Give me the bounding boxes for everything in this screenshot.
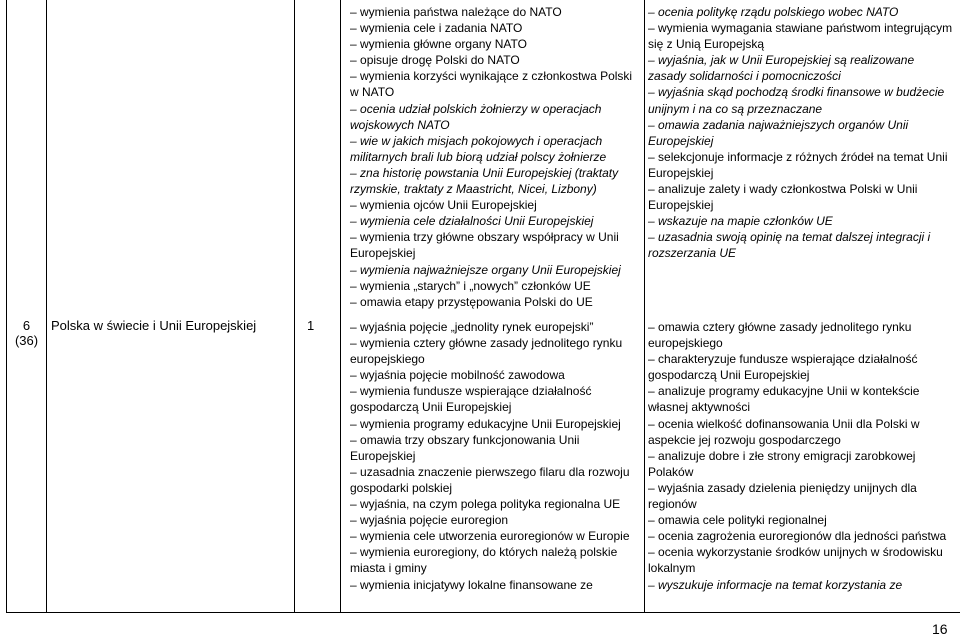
requirement-item (648, 480, 954, 512)
requirement-text: wymienia euroregiony, do których należą polskie miasta i gminy (350, 545, 618, 576)
topic-hours: 1 (307, 318, 315, 333)
requirement-text: omawia cztery główne zasady jednolitego rynku europejskiego (648, 320, 912, 351)
basic-requirements-top (350, 4, 640, 310)
requirement-text: wymienia ojców Unii Europejskiej (360, 198, 537, 213)
requirement-item (350, 319, 640, 335)
requirement-text: wymienia państwa należące do NATO (360, 5, 562, 19)
requirement-item (648, 319, 954, 351)
requirement-text: wymienia najważniejsze organy Unii Europejskiej (360, 262, 621, 277)
requirement-text: wyjaśnia, na czym polega polityka regionalna UE (360, 497, 621, 512)
requirement-item (350, 20, 640, 36)
requirement-text: wyjaśnia, jak w Unii Europejskiej są realizowane zasady solidarności i pomocniczości (648, 53, 915, 84)
requirement-text: analizuje programy edukacyjne Unii w kontekście własnej aktywności (648, 384, 920, 415)
requirement-item (350, 528, 640, 544)
dash-bullet: – (648, 182, 659, 197)
requirement-text: wymienia główne organy NATO (360, 37, 527, 52)
hours-total: (36) (14, 333, 39, 348)
dash-bullet: – (350, 214, 361, 229)
dash-bullet: – (350, 278, 361, 293)
requirement-text: wymienia cztery główne zasady jednolitego rynku europejskiego (350, 336, 623, 367)
requirement-item (350, 496, 640, 512)
requirement-item (648, 351, 954, 383)
dash-bullet: – (350, 101, 361, 116)
requirement-item (648, 229, 954, 261)
requirement-text: ocenia politykę rządu polskiego wobec NATO (658, 5, 899, 19)
dash-bullet: – (648, 384, 659, 399)
requirement-text: wyjaśnia pojęcie „jednolity rynek europejski” (360, 320, 594, 334)
requirement-text: uzasadnia znaczenie pierwszego filaru dla rozwoju gospodarki polskiej (350, 464, 630, 495)
requirement-text: wymienia fundusze wspierające działalność gospodarczą Unii Europejskiej (350, 384, 592, 415)
requirement-item (648, 213, 954, 229)
requirement-item (350, 367, 640, 383)
dash-bullet: – (648, 448, 659, 463)
requirement-item (648, 448, 954, 480)
requirement-item (648, 4, 954, 20)
requirement-item (350, 577, 640, 593)
row-number: 6 (22, 318, 31, 333)
requirement-item (648, 149, 954, 181)
dash-bullet: – (648, 117, 659, 132)
dash-bullet: – (350, 529, 361, 544)
dash-bullet: – (350, 21, 361, 36)
requirement-item (350, 229, 640, 261)
requirement-item (350, 294, 640, 310)
requirement-item (350, 213, 640, 229)
dash-bullet: – (648, 416, 659, 431)
requirement-item (648, 181, 954, 213)
column-divider (46, 0, 47, 612)
dash-bullet: – (350, 133, 361, 148)
dash-bullet: – (350, 336, 361, 351)
dash-bullet: – (350, 230, 361, 245)
requirement-text: wie w jakich misjach pokojowych i operacjach militarnych brali lub biorą udział polscy żołnierze (350, 133, 607, 164)
requirement-item (648, 52, 954, 84)
dash-bullet: – (648, 513, 659, 528)
requirement-text: omawia cele polityki regionalnej (658, 513, 827, 528)
requirement-item (648, 528, 954, 544)
requirement-text: ocenia wielkość dofinansowania Unii dla Polski w aspekcie jej rozwoju gospodarczego (648, 416, 920, 447)
dash-bullet: – (648, 53, 659, 68)
dash-bullet: – (350, 53, 361, 68)
requirement-text: omawia trzy obszary funkcjonowania Unii Europejskiej (350, 432, 580, 463)
dash-bullet: – (648, 529, 659, 544)
dash-bullet: – (350, 294, 361, 309)
dash-bullet: – (350, 198, 361, 213)
requirement-text: wyjaśnia skąd pochodzą środki finansowe w budżecie unijnym i na co są przeznaczane (648, 85, 945, 116)
requirement-text: opisuje drogę Polski do NATO (360, 53, 520, 68)
dash-bullet: – (648, 5, 659, 19)
requirement-item (350, 133, 640, 165)
requirement-text: wymienia cele działalności Unii Europejskiej (360, 214, 594, 229)
requirement-text: analizuje dobre i złe strony emigracji zarobkowej Polaków (648, 448, 916, 479)
requirement-text: wyjaśnia zasady dzielenia pieniędzy unijnych dla regionów (648, 480, 917, 512)
requirement-item (350, 68, 640, 100)
curriculum-table (6, 0, 960, 613)
requirement-item (350, 416, 640, 432)
requirement-item (350, 197, 640, 213)
requirement-text: wymienia inicjatywy lokalne finansowane ze (360, 577, 593, 592)
dash-bullet: – (648, 545, 659, 560)
requirement-text: selekcjonuje informacje z różnych źródeł na temat Unii Europejskiej (648, 149, 948, 180)
requirement-item (350, 544, 640, 576)
requirement-text: wymienia „starych” i „nowych” członków UE (360, 278, 591, 293)
requirement-text: wymienia korzyści wynikające z członkostwa Polski w NATO (350, 69, 633, 100)
dash-bullet: – (350, 5, 361, 19)
requirement-text: wymienia cele i zadania NATO (360, 21, 523, 36)
requirement-item (350, 36, 640, 52)
topic-title: Polska w świecie i Unii Europejskiej (51, 318, 257, 333)
requirement-text: wyjaśnia pojęcie euroregion (360, 513, 509, 528)
requirement-item (648, 544, 954, 576)
dash-bullet: – (648, 149, 659, 164)
requirement-text: wyszukuje informacje na temat korzystania ze (658, 577, 903, 592)
extended-requirements-top (648, 4, 954, 262)
requirement-item (350, 464, 640, 496)
dash-bullet: – (350, 464, 361, 479)
dash-bullet: – (648, 577, 659, 592)
requirement-item (350, 165, 640, 197)
basic-requirements-bottom (350, 319, 640, 593)
requirement-item (350, 512, 640, 528)
requirement-text: charakteryzuje fundusze wspierające działalność gospodarczą Unii Europejskiej (648, 352, 918, 383)
requirement-item (648, 20, 954, 52)
requirement-text: ocenia udział polskich żołnierzy w operacjach wojskowych NATO (350, 101, 602, 132)
requirement-item (350, 101, 640, 133)
requirement-text: wskazuje na mapie członków UE (658, 214, 833, 229)
extended-requirements-bottom (648, 319, 954, 593)
dash-bullet: – (648, 21, 659, 36)
column-divider (340, 0, 341, 612)
requirement-text: wymienia cele utworzenia euroregionów w Europie (360, 529, 630, 544)
requirement-item (350, 383, 640, 415)
dash-bullet: – (350, 497, 361, 512)
dash-bullet: – (350, 262, 361, 277)
requirement-text: wymienia programy edukacyjne Unii Europejskiej (360, 416, 621, 431)
dash-bullet: – (350, 416, 361, 431)
requirement-item (648, 512, 954, 528)
dash-bullet: – (350, 37, 361, 52)
requirement-item (648, 84, 954, 116)
requirement-text: wymienia trzy główne obszary współpracy w Unii Europejskiej (350, 230, 619, 261)
column-divider (294, 0, 295, 612)
dash-bullet: – (648, 352, 659, 367)
dash-bullet: – (350, 69, 361, 84)
requirement-text: omawia zadania najważniejszych organów Unii Europejskiej (648, 117, 909, 148)
dash-bullet: – (350, 165, 361, 180)
requirement-text: analizuje zalety i wady członkostwa Polski w Unii Europejskiej (648, 182, 918, 213)
requirement-item (350, 335, 640, 367)
dash-bullet: – (350, 577, 361, 592)
column-divider (644, 0, 645, 612)
requirement-text: wyjaśnia pojęcie mobilność zawodowa (360, 368, 565, 383)
requirement-text: omawia etapy przystępowania Polski do UE (360, 294, 593, 309)
dash-bullet: – (350, 545, 361, 560)
dash-bullet: – (648, 480, 659, 495)
dash-bullet: – (350, 368, 361, 383)
requirement-item (350, 278, 640, 294)
dash-bullet: – (648, 320, 659, 334)
dash-bullet: – (648, 85, 659, 100)
requirement-item (648, 416, 954, 448)
requirement-item (350, 262, 640, 278)
requirement-item (648, 577, 954, 593)
page-number: 16 (932, 621, 948, 637)
requirement-item (350, 4, 640, 20)
dash-bullet: – (350, 384, 361, 399)
row-number-cell (7, 318, 46, 348)
dash-bullet: – (350, 513, 361, 528)
dash-bullet: – (350, 320, 361, 334)
requirement-item (648, 117, 954, 149)
requirement-item (350, 52, 640, 68)
requirement-text: zna historię powstania Unii Europejskiej (traktaty rzymskie, traktaty z Maastricht, Nicei, Lizbony) (350, 165, 619, 197)
dash-bullet: – (350, 432, 361, 447)
requirement-item (648, 383, 954, 415)
dash-bullet: – (648, 230, 659, 245)
dash-bullet: – (648, 214, 659, 229)
requirement-item (350, 432, 640, 464)
requirement-text: wymienia wymagania stawiane państwom integrującym się z Unią Europejską (648, 21, 953, 52)
requirement-text: uzasadnia swoją opinię na temat dalszej integracji i rozszerzania UE (648, 230, 931, 261)
requirement-text: ocenia zagrożenia euroregionów dla jedności państwa (658, 529, 947, 544)
requirement-text: ocenia wykorzystanie środków unijnych w środowisku lokalnym (648, 545, 943, 576)
